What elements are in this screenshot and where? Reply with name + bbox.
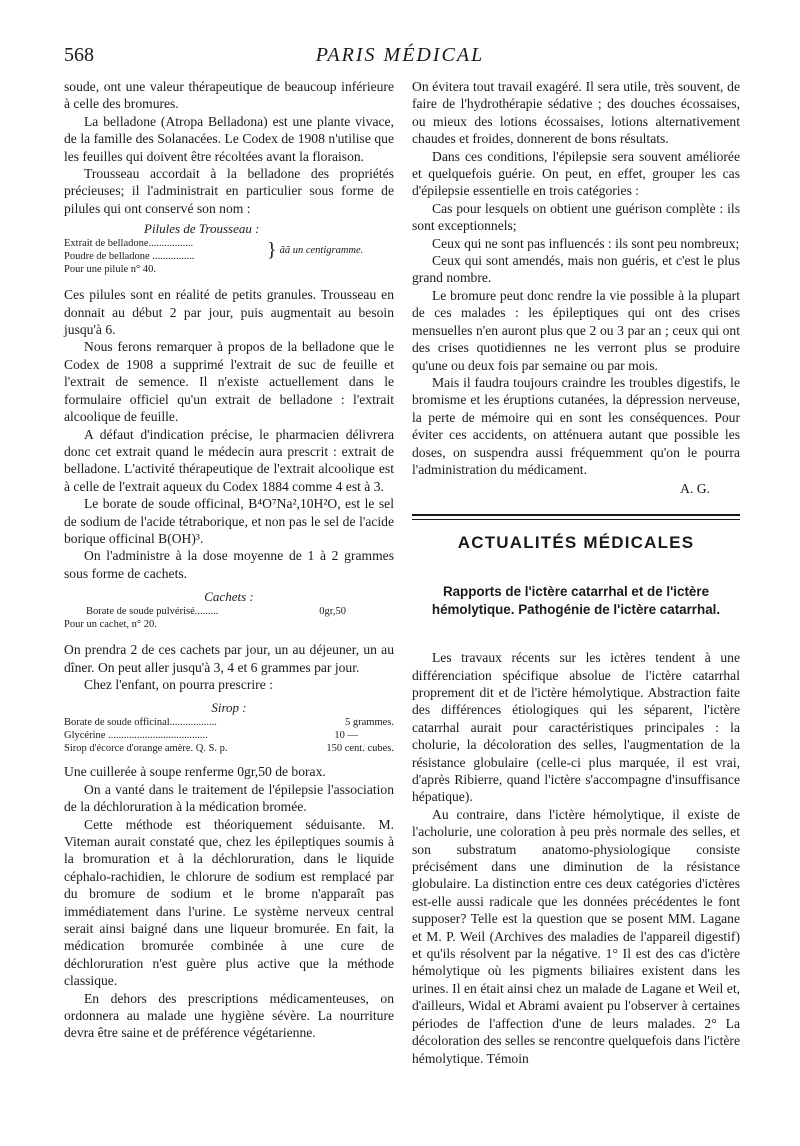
running-title: PARIS MÉDICAL — [315, 44, 485, 66]
paragraph: On évitera tout travail exagéré. Il sera utile, très souvent, de faire de l'hydrothérapie sédative ; des douches écossaises, ou mieux des lotions écossaises, lotions alternativement chaudes et froides, donnerent de bons résultats. — [412, 79, 740, 147]
paragraph: Mais il faudra toujours craindre les troubles digestifs, le bromisme et les éruptions cutanées, la dépression nerveuse, la perte de mémoire qui en sont les conséquences. Pour éviter ces accidents, on atténuera autant que possible les doses, on suspendra aussi fréquemment qu'on le pourra l'administration du médicament. — [412, 374, 740, 477]
article-title: Rapports de l'ictère catarrhal et de l'ictère hémolytique. Pathogénie de l'ictère catarrhal. — [431, 584, 721, 618]
formula-title: Sirop : — [211, 700, 247, 716]
author-signature: A. G. — [680, 481, 710, 497]
paragraph: Dans ces conditions, l'épilepsie sera souvent améliorée et quelquefois guérie. On peut, en effet, grouper les cas d'épilepsie essentielle en trois catégories : — [412, 148, 740, 199]
paragraph: soude, ont une valeur thérapeutique de beaucoup inférieure à celle des bromures. — [64, 79, 394, 112]
formula-title: Cachets : — [204, 589, 254, 605]
paragraph: Les travaux récents sur les ictères tendent à une différenciation spécifique absolue de l'ictère catarrhal proprement dit et de l'ictère hémolytique. Abstraction faite des différences étiologiques qui les séparent, l'ictère catarrhal aurait pour caractéristiques principales : la cholurie, la décoloration des selles, l'augmentation de la résistance globulaire (celle-ci plus marquée, il est vrai, d'après Ribierre, quand l'ictère s'accompagne d'insuffisance hépatique). — [412, 650, 740, 805]
paragraph: Le borate de soude officinal, B⁴O⁷Na²,10H²O, est le sel de sodium de l'acide tétraborique, et non pas le sel de l'acide borique officinal B(OH)³. — [64, 496, 394, 546]
formula-dose: ãã un centigramme. — [279, 244, 364, 256]
formula-quantity: 0gr,50 — [319, 606, 346, 618]
paragraph: Au contraire, dans l'ictère hémolytique, il existe de l'acholurie, une coloration à peu près normale des selles, et son substratum anatomo-physiologique consiste précisément dans une diminution de la résistance globulaire. La distinction entre ces deux catégories d'ictères est-elle aussi radicale que les données précédentes le font supposer? Telle est la question que se posent MM. Lagane et M. P. Weil (Archives des maladies de l'appareil digestif) et qu'ils résolvent par la négative. 1° Il est des cas d'ictère hémolytique où les pigments biliaires existent dans les urines. Il en était ainsi chez un malade de Lagane et Weil et, d'ailleurs, Widal et Abrami avaient pu l'observer à certaines périodes de l'affection d'une de leurs malades. 2° La décoloration des selles se rencontre quelquefois dans l'ictère hémolytique. Témoin — [412, 806, 740, 1066]
paragraph: A défaut d'indication précise, le pharmacien délivrera donc cet extrait quand le médecin aura prescrit : extrait de belladone. L'activité thérapeutique de l'extrait alcoolique est à celle de l'extrait aqueux du Codex 1884 comme 4 est à 3. — [64, 426, 394, 494]
formula-line: Borate de soude pulvérisé......... — [86, 606, 219, 618]
paragraph: Ceux qui ne sont pas influencés : ils sont peu nombreux; — [432, 235, 740, 251]
formula-pair — [64, 237, 394, 263]
paragraph: Nous ferons remarquer à propos de la belladone que le Codex de 1908 a supprimé l'extrait de suc de feuille et l'extrait de semence. Il n'existe actuellement dans le formulaire officiel qu'un extrait de belladone : l'extrait alcoolique de feuille. — [64, 339, 394, 425]
formula-row: Borate de soude officinal.................. 5 grammes. — [64, 717, 394, 729]
paragraph: Cette méthode est théoriquement séduisante. M. Viteman aurait constaté que, chez les épileptiques soumis à la bromuration et à la déchloruration, dans le liquide céphalo-rachidien, le chlorure de sodium est remplacé par du bromure de sodium et le brome n'apparaît pas immédiatement dans l'urine. Le système nerveux central serait ainsi baigné dans une liqueur bromurée. En fait, la médication bromurée combinée à une cure de déchloruration n'est guère plus active que la méthode classique. — [64, 816, 394, 989]
paragraph: La belladone (Atropa Belladona) est une plante vivace, de la famille des Solanacées. Le Codex de 1908 n'utilise que les feuilles qui doivent être récoltées avant la floraison. — [64, 113, 394, 164]
paragraph: Trousseau accordait à la belladone des propriétés précieuses; il l'administrait en particulier sous forme de pilules qui ont conservé son nom : — [64, 166, 394, 216]
paragraph: On prendra 2 de ces cachets par jour, un au déjeuner, un au dîner. On peut aller jusqu'à 3, 4 et 6 grammes par jour. — [64, 642, 394, 675]
paragraph: On a vanté dans le traitement de l'épilepsie l'association de la déchloruration à la médication bromée. — [64, 781, 394, 815]
section-rule — [412, 514, 740, 516]
formula-row: Glycérine ...................................... 10 — — [64, 730, 358, 742]
paragraph: Le bromure peut donc rendre la vie possible à la plupart de ces malades : les épileptiques qui ont des crises mensuelles n'en auront plus que 2 ou 3 par an ; ceux qui ont des crises quotidiennes ne les verront plus se produire qu'une ou deux fois par semaine ou par mois. — [412, 287, 740, 373]
section-rule — [412, 519, 740, 520]
right-column — [412, 78, 740, 1067]
formula-line: Poudre de belladone ................ — [64, 251, 195, 263]
paragraph: Chez l'enfant, on pourra prescrire : — [84, 676, 273, 692]
brace: } — [267, 239, 277, 262]
page-number: 568 — [64, 44, 94, 66]
formula-line: Pour une pilule n° 40. — [64, 264, 156, 276]
section-title: ACTUALITÉS MÉDICALES — [457, 532, 695, 552]
left-column — [64, 78, 394, 1042]
paragraph: Ces pilules sont en réalité de petits granules. Trousseau en donnait au début 2 par jour, puis augmentait au besoin jusqu'à 6. — [64, 287, 394, 338]
paragraph: Ceux qui sont amendés, mais non guéris, et c'est le plus grand nombre. — [412, 253, 740, 286]
pilules-formula — [64, 222, 394, 276]
paragraph: Cas pour lesquels on obtient une guérison complète : ils sont exceptionnels; — [412, 200, 740, 234]
paragraph: On l'administre à la dose moyenne de 1 à 2 grammes sous forme de cachets. — [64, 548, 394, 581]
formula-title: Pilules de Trousseau : — [144, 221, 260, 237]
cachets-formula — [64, 590, 394, 631]
formula-line: Pour un cachet, n° 20. — [64, 619, 157, 631]
formula-row: Sirop d'écorce d'orange amère. Q. S. p. 150 cent. cubes. — [64, 743, 394, 755]
paragraph: En dehors des prescriptions médicamenteuses, on ordonnera au malade une hygiène sévère. La nourriture devra être saine et de préférence végétarienne. — [64, 990, 394, 1041]
sirop-formula — [64, 701, 394, 755]
paragraph: Une cuillerée à soupe renferme 0gr,50 de borax. — [64, 764, 326, 780]
formula-line: Extrait de belladone................. — [64, 238, 194, 250]
